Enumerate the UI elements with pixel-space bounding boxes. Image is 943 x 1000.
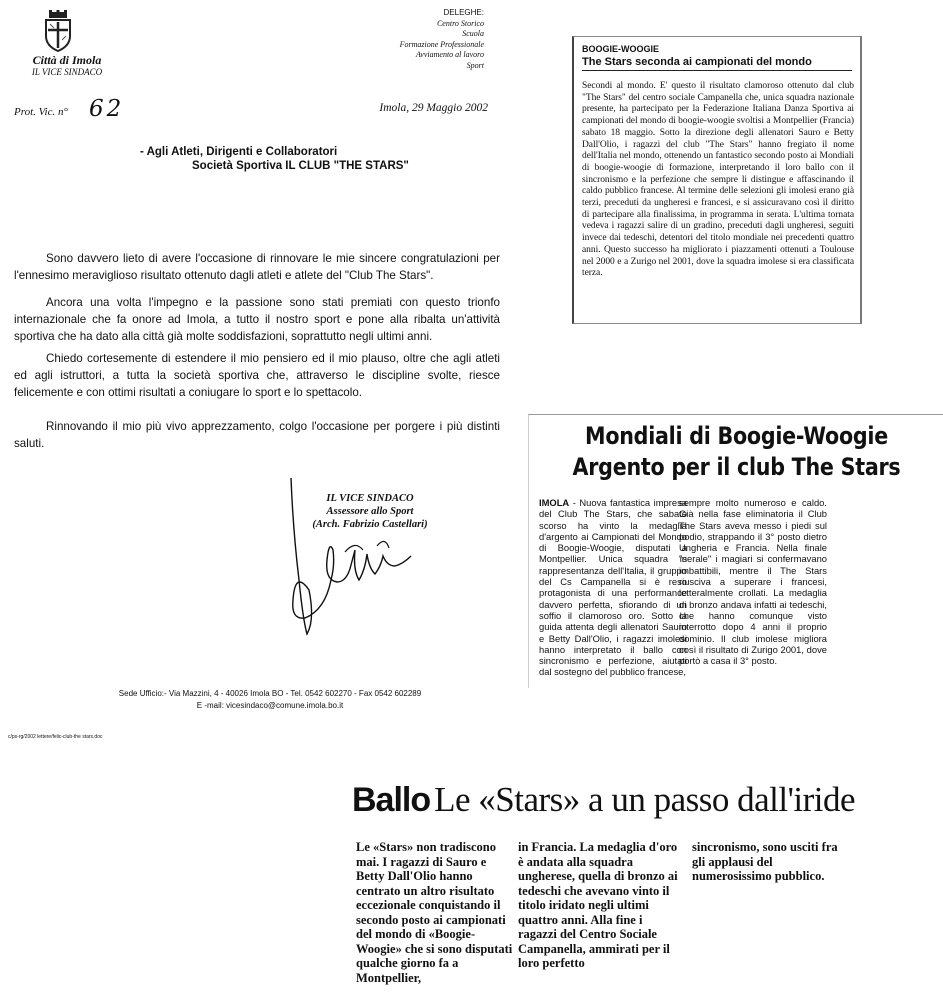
delegation-item: Centro Storico	[436, 18, 484, 28]
divider	[582, 70, 852, 71]
title-line: Mondiali di Boogie-Woogie	[585, 422, 888, 450]
city-name: Città di Imola	[32, 53, 102, 67]
column-text: - Nuova fantastica impresa del Club The Stars, che sabato scorso ha vinto la medaglia d'argento ai Campionati del Mondo di Boogie-Woogie, disputati a Montpellier. Unica squadra in rappresentanza dell'Italia, il gruppo del Cs Campanella si è reso protagonista di una performance davvero perfetta, sfiorando di un soffio il clamoroso oro. Sotto la guida attenta degli allenatori Sauro e Betty Dall'Olio, i ragazzi imolesi hanno interpretato il ballo con sincronismo e perfezione, aiutati dal sostegno del pubblico francese,	[539, 497, 687, 678]
letter-paragraph: Chiedo cortesemente di estendere il mio pensiero ed il mio plauso, oltre che agli atleti ed agli istruttori, a tutta la società sportiva che, attraverso le discipline svolte, riesce felicemente e con ottimi risultati a coniugare lo sport e lo spettacolo.	[14, 352, 500, 399]
signatory-title: IL VICE SINDACO	[326, 493, 414, 504]
recipient	[140, 145, 500, 173]
protocol-number: 62	[89, 96, 125, 122]
dateline: IMOLA	[539, 497, 570, 508]
recipient-line: Società Sportiva IL CLUB "THE STARS"	[192, 160, 409, 172]
delegations-title: DELEGHE:	[443, 8, 484, 17]
signatory-name: (Arch. Fabrizio Castellari)	[312, 519, 428, 530]
delegation-item: Formazione Professionale	[399, 39, 484, 49]
article-column	[539, 497, 687, 678]
recipient-line: - Agli Atleti, Dirigenti e Collaboratori	[140, 146, 338, 158]
clipping-body: Secondi al mondo. E' questo il risultato clamoroso ottenuto dal club "The Stars" del centro sociale Campanella che, unica squadra nazionale presente, ha partecipato per la Federazione Italiana Danza Sportiva ai campionati del mondo di boogie-woogie svoltisi a Montpellier (Francia) sabato 18 maggio. Sotto la direzione degli allenatori Sauro e Betty Dall'Olio, i ragazzi del club "The Stars" hanno fregiato il nome dell'Italia nel mondo, ottenendo un fantastico secondo posto ai Mondiali di boogie-woogie di formazione, interpretando il loro ballo con il sincronismo e la perfezione che sempre li distingue e affascinando il caldo pubblico francese. Al termine delle selezioni gli imolesi erano già terzi, preceduti da ungheresi e francesi, e si assicuravano così il diritto di partecipare alla finalissima, in programma in serata. L'ultima tornata vedeva i ragazzi salire di un gradino, preceduti dagli ungheresi, seguiti invece dai tedeschi, detentori del titolo mondiale nei precedenti quattro anni. Questo successo ha migliorato i piazzamenti ottenuti a Toulouse nel 2000 e a Zurigo nel 2001, dove la squadra imolese si era classificata terza.	[582, 81, 854, 279]
clipping-title: The Stars seconda ai campionati del mondo	[582, 56, 812, 68]
clipping-headline	[352, 780, 855, 820]
newspaper-clipping-3	[340, 770, 943, 1000]
letter-paragraph: Rinnovando il mio più vivo apprezzamento, colgo l'occasione per porgere i più distinti saluti.	[14, 420, 500, 450]
letter-paragraph: Sono davvero lieto di avere l'occasione di rinnovare le mie sincere congratulazioni per l'ennesimo meraviglioso risultato ottenuto dagli atleti e atlete del "Club The Stars".	[14, 252, 500, 282]
delegation-item: Avviamento al lavoro	[415, 50, 484, 60]
footer-address: Sede Ufficio:- Via Mazzini, 4 - 40026 Imola BO - Tel. 0542 602270 - Fax 0542 602289	[118, 689, 422, 698]
letter-date: Imola, 29 Maggio 2002	[379, 102, 488, 114]
delegation-item: Scuola	[462, 29, 484, 39]
office-title: IL VICE SINDACO	[31, 67, 103, 77]
delegation-item: Sport	[466, 60, 484, 70]
clipping-section: BOOGIE-WOOGIE	[582, 44, 660, 54]
handwritten-signature	[285, 470, 415, 640]
newspaper-clipping-1	[572, 36, 862, 324]
letter-paragraph: Ancora una volta l'impegno e la passione sono stati premiati con questo trionfo internazionale che fa onore ad Imola, a tutto il nostro sport e pone alla ribalta un'attività sportiva che ha dato alla città già molte soddisfazioni, soprattutto negli ultimi anni.	[14, 296, 500, 343]
article-column: Le «Stars» non tradiscono mai. I ragazzi di Sauro e Betty Dall'Olio hanno centrato un altro risultato eccezionale conquistando il secondo posto ai campionati del mondo di «Boogie-Woogie» che si sono disputati qualche giorno fa a Montpellier,	[356, 840, 513, 985]
headline-title: Le «Stars» a un passo dall'iride	[434, 780, 856, 819]
headline-kicker: Ballo	[352, 781, 431, 819]
protocol-label: Prot. Vic. n°	[14, 106, 68, 118]
delegations-list	[360, 8, 484, 72]
letter-footer	[40, 688, 500, 712]
clipping-title	[558, 421, 915, 483]
article-column: sempre molto numeroso e caldo. Già nella fase eliminatoria il Club The Stars aveva messo i piedi sul podio, strappando il 3° posto dietro Ungheria e Francia. Nella finale "serale" i magiari si confermavano imbattibili, mentre il The Stars riusciva a superare i francesi, letteralmente crollati. La medaglia di bronzo andava infatti ai tedeschi, che hanno comunque visto interrotto dopo 4 anni il proprio dominio. Il club imolese migliora così il risultato di Zurigo 2001, dove portò a casa il 3° posto.	[679, 497, 827, 667]
article-column: in Francia. La medaglia d'oro è andata alla squadra ungherese, quella di bronzo ai tedeschi che avevano vinto il titolo iridato negli ultimi quattro anni. Alla fine i ragazzi del Centro Sociale Campanella, ammirati per il loro perfetto	[518, 840, 678, 970]
title-line: Argento per il club The Stars	[572, 453, 901, 481]
signatory-role: Assessore allo Sport	[326, 506, 414, 517]
newspaper-clipping-2	[528, 414, 943, 688]
article-column: sincronismo, sono usciti fra gli applausi del numerosissimo pubblico.	[692, 840, 838, 883]
imola-crest-icon	[42, 10, 74, 52]
footer-email: E -mail: vicesindaco@comune.imola.bo.it	[196, 701, 344, 710]
file-path: c/ps-rg/2002 lettere/felic-club-the stars.doc	[8, 734, 103, 740]
